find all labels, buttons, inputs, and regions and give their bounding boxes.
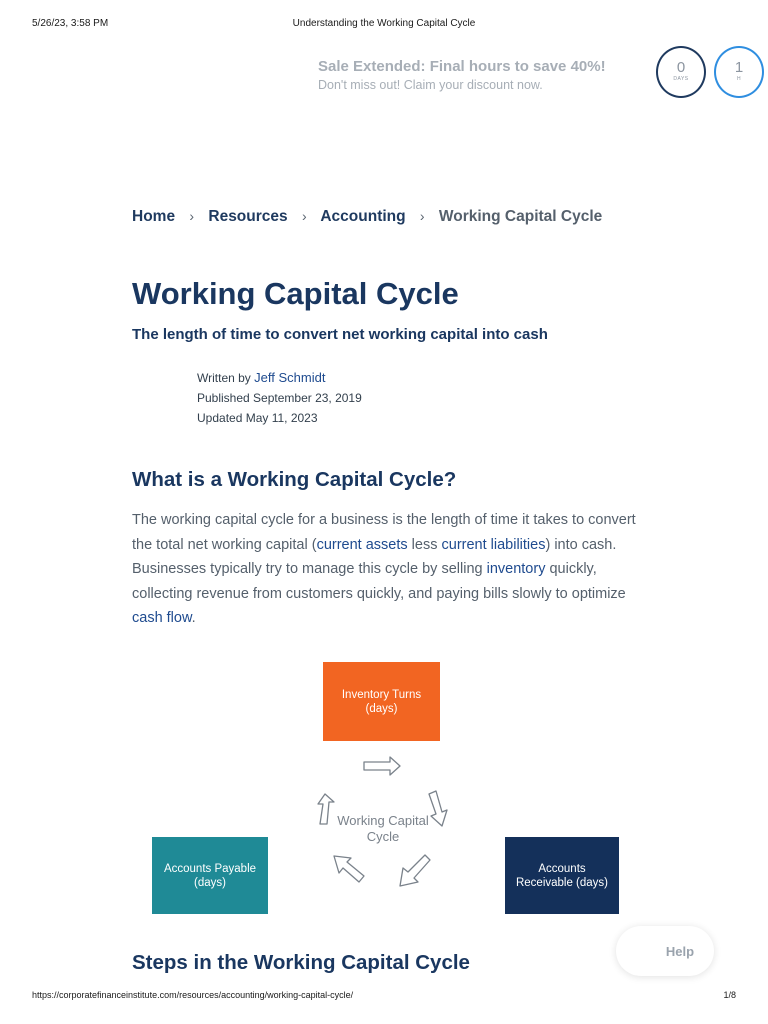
article-meta (197, 368, 362, 428)
page-title: Working Capital Cycle (132, 276, 459, 311)
cycle-center-label: Working Capital Cycle (337, 813, 429, 844)
text-run: quickly, collecting revenue from customers quickly, and paying bills slowly to optimize (132, 561, 626, 602)
link-current-liabilities[interactable]: current liabilities (441, 536, 546, 553)
link-current-assets[interactable]: current assets (316, 536, 408, 553)
text-run: less (407, 536, 442, 553)
countdown-hours-label: H (736, 76, 742, 82)
inventory-turns-box: Inventory Turns (days) (323, 662, 440, 741)
sale-banner[interactable] (318, 58, 606, 92)
breadcrumb-current: Working Capital Cycle (438, 208, 603, 225)
print-url: https://corporatefinanceinstitute.com/resources/accounting/working-capital-cycle/ (32, 990, 354, 1000)
author-line (197, 368, 362, 388)
breadcrumb-resources[interactable]: Resources (208, 208, 288, 225)
breadcrumb-home[interactable]: Home (132, 208, 176, 225)
arrow-right-icon (364, 757, 400, 775)
section-heading-what-is: What is a Working Capital Cycle? (132, 468, 457, 491)
intro-paragraph (132, 508, 642, 631)
author-link[interactable]: Jeff Schmidt (254, 370, 326, 385)
countdown-hours (714, 46, 764, 98)
arrow-down-left-icon (400, 855, 430, 886)
sale-subtext: Don't miss out! Claim your discount now. (318, 78, 543, 92)
text-run: ) into cash. Businesses typically try to manage this cycle by selling (132, 536, 617, 578)
countdown-days-label: DAYS (673, 76, 689, 82)
text-run: . (191, 610, 196, 627)
print-footer (32, 990, 736, 1004)
sale-headline: Sale Extended: Final hours to save 40%! (318, 58, 606, 75)
countdown-days (656, 46, 706, 98)
breadcrumb-accounting[interactable]: Accounting (320, 208, 406, 225)
print-header (32, 18, 736, 32)
accounts-receivable-box: Accounts Receivable (days) (505, 837, 619, 914)
countdown-hours-value: 1 (734, 59, 744, 76)
link-cash-flow[interactable]: cash flow (132, 610, 192, 627)
breadcrumb-separator-icon: › (189, 208, 195, 224)
working-capital-cycle-diagram (140, 650, 630, 930)
help-button[interactable]: Help (616, 926, 714, 976)
section-heading-steps: Steps in the Working Capital Cycle (132, 951, 470, 974)
breadcrumb-separator-icon: › (301, 208, 307, 224)
print-date: 5/26/23, 3:58 PM (32, 18, 109, 29)
breadcrumb-separator-icon: › (419, 208, 425, 224)
accounts-payable-box: Accounts Payable (days) (152, 837, 268, 914)
updated-date: Updated May 11, 2023 (197, 411, 318, 425)
link-inventory[interactable]: inventory (486, 561, 546, 578)
print-page-number: 1/8 (723, 990, 736, 1000)
breadcrumb (132, 208, 602, 226)
published-date: Published September 23, 2019 (197, 391, 362, 405)
countdown-timer (656, 46, 744, 100)
page-subtitle: The length of time to convert net working capital into cash (132, 326, 548, 343)
countdown-days-value: 0 (676, 59, 686, 76)
text-run: The working capital cycle for a business is the length of time it takes to convert the total net working capital ( (132, 512, 636, 553)
print-title: Understanding the Working Capital Cycle (292, 18, 476, 29)
arrow-up-left-icon (334, 856, 364, 882)
written-by-label: Written by (197, 371, 251, 385)
